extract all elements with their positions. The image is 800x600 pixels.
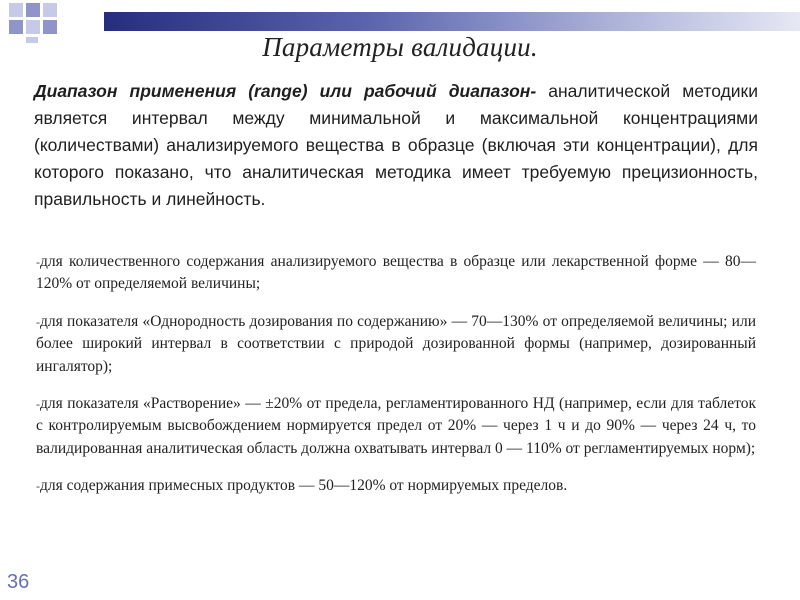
decor-square: [43, 3, 57, 17]
bullet-text: для показателя «Однородность дозирования по содержанию» — 70—130% от определяемой величины; или более широкий интервал в соответствии с природой дозированной формы (например, дозированный ингалятор);: [36, 312, 756, 375]
bullet-dash: -: [36, 314, 40, 329]
lead-term: Диапазон применения (range) или рабочий диапазон-: [34, 81, 537, 101]
bullet-text: для содержания примесных продуктов — 50—120% от нормируемых пределов.: [40, 477, 568, 495]
decor-square: [26, 3, 40, 17]
slide-title: Параметры валидации.: [262, 32, 538, 62]
list-item: [36, 251, 756, 296]
bullet-dash: -: [36, 397, 40, 412]
bullet-dash: -: [36, 479, 40, 494]
lead-paragraph: [34, 78, 758, 213]
lead-text: аналитической методики является интервал между минимальной и максимальной концентрациями (количествами) анализируемого вещества в образце (включая эти концентрации), для которого показано, что аналитическая методика имеет требуемую прецизионность, правильность и линейность.: [34, 81, 758, 209]
bullet-text: для показателя «Растворение» — ±20% от предела, регламентированного НД (например, если для таблеток с контролируемым высвобождением нормируется предел от 20% — через 1 ч и до 90% — через 24 ч, то валидированная аналитическая область должна охватывать интервал 0 — 110% от регламентируемых норм);: [36, 395, 756, 457]
list-item: [36, 311, 756, 378]
decor-square: [9, 3, 23, 17]
bullet-text: для количественного содержания анализируемого вещества в образце или лекарственной форме — 80—120% от определяемой величины;: [36, 253, 756, 293]
bullet-list: [36, 251, 756, 513]
header-gradient-bar: [104, 12, 800, 31]
slide-number: 36: [7, 571, 30, 593]
bullet-dash: -: [36, 255, 40, 269]
list-item: [36, 393, 756, 460]
list-item: [36, 475, 756, 497]
